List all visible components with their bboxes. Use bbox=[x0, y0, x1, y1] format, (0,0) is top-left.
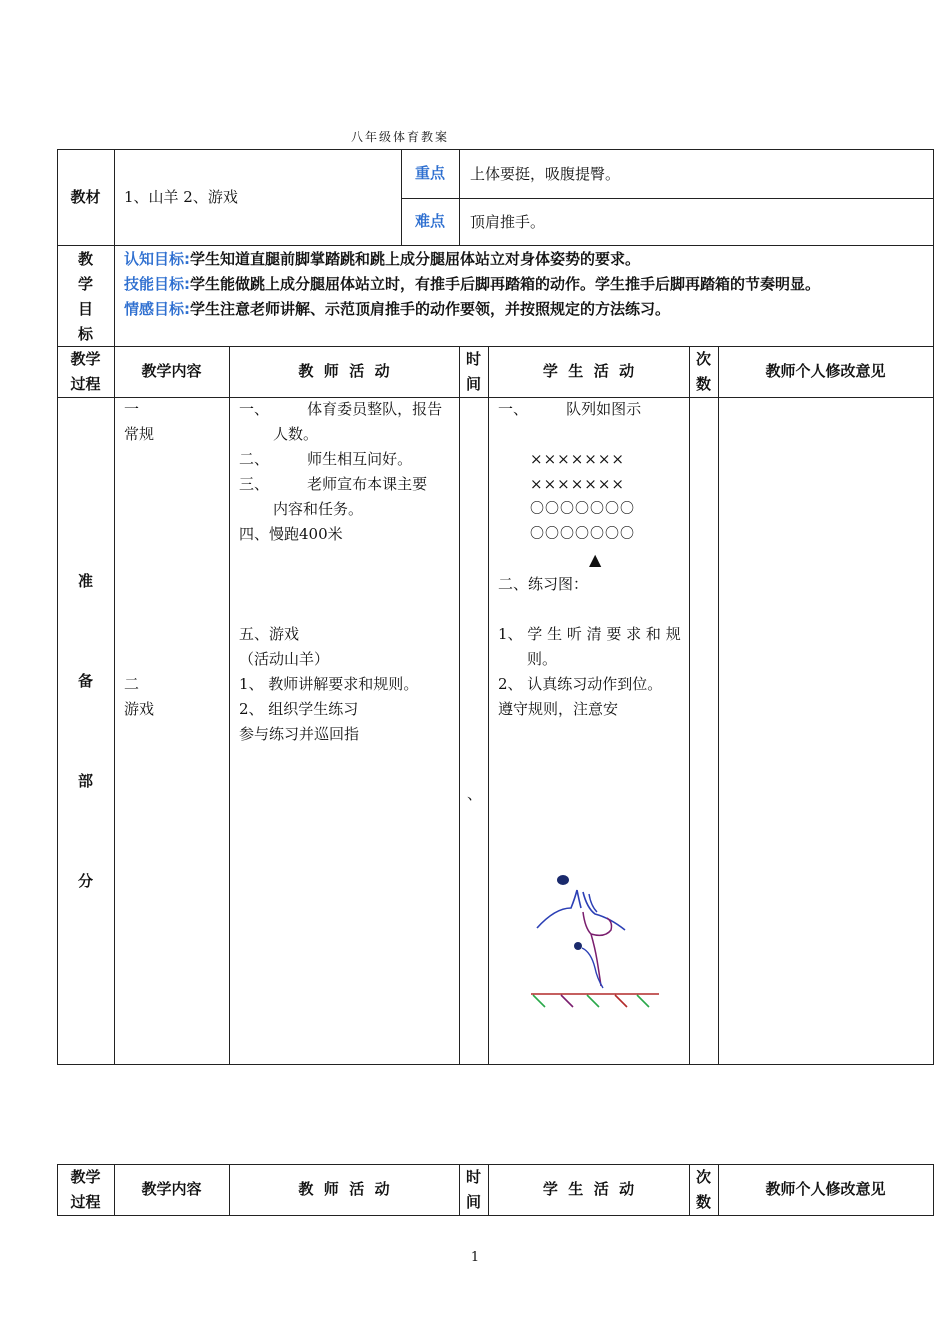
section-label-1: 准 bbox=[77, 572, 93, 590]
goal-emotion-text: 学生注意老师讲解、示范顶肩推手的动作要领，并按照规定的方法练习。 bbox=[190, 300, 671, 318]
col-process: 教学 过程 bbox=[70, 1168, 101, 1211]
student-line: 2、 认真练习动作到位。 bbox=[498, 675, 663, 693]
teacher-line: 四、慢跑400米 bbox=[239, 525, 343, 543]
goal-emotion bbox=[124, 297, 670, 322]
key-point-label: 重点 bbox=[414, 164, 445, 182]
student-line: 一、 队列如图示 bbox=[498, 400, 642, 418]
student-line: 1、 学 生 听 清 要 求 和 规 bbox=[498, 625, 681, 643]
col-content: 教学内容 bbox=[141, 362, 202, 380]
col-teacher: 教 师 活 动 bbox=[298, 1180, 390, 1198]
col-notes: 教师个人修改意见 bbox=[765, 362, 886, 380]
goals-label: 教 学 目 标 bbox=[77, 250, 93, 343]
student-line: 二、练习图： bbox=[498, 575, 589, 593]
teacher-line: 三、 老师宣布本课主要 bbox=[239, 475, 428, 493]
formation-row: ××××××× bbox=[530, 475, 625, 493]
section-label-4: 分 bbox=[77, 872, 93, 890]
formation-row: 〇〇〇〇〇〇〇 bbox=[530, 501, 635, 517]
col-count: 次 数 bbox=[695, 1168, 711, 1211]
col-student: 学 生 活 动 bbox=[542, 1180, 635, 1198]
content-item-number: 一 bbox=[124, 400, 140, 418]
goal-skill bbox=[124, 272, 820, 297]
teacher-line: 二、 师生相互问好。 bbox=[239, 450, 413, 468]
time-mark: 、 bbox=[467, 785, 483, 803]
col-student: 学 生 活 动 bbox=[542, 362, 635, 380]
teacher-line: （活动山羊） bbox=[239, 650, 330, 668]
difficulty-label: 难点 bbox=[414, 212, 445, 230]
teacher-position-marker: ▲ bbox=[589, 550, 602, 569]
key-point-value: 上体要挺，吸腹提臀。 bbox=[470, 165, 621, 183]
formation-row: 〇〇〇〇〇〇〇 bbox=[530, 526, 635, 542]
col-time: 时 间 bbox=[465, 350, 481, 393]
goal-cognitive bbox=[124, 247, 640, 272]
col-teacher: 教 师 活 动 bbox=[298, 362, 390, 380]
content-item-text: 游戏 bbox=[124, 700, 155, 718]
col-content: 教学内容 bbox=[141, 1180, 202, 1198]
formation-row: ××××××× bbox=[530, 450, 625, 468]
teacher-line: 2、 组织学生练习 bbox=[239, 700, 359, 718]
content-item-text: 常规 bbox=[124, 425, 155, 443]
goal-cognitive-text: 学生知道直腿前脚掌踏跳和跳上成分腿屈体站立对身体姿势的要求。 bbox=[190, 250, 641, 268]
difficulty-value: 顶肩推手。 bbox=[470, 213, 546, 231]
col-time: 时 间 bbox=[465, 1168, 481, 1211]
teacher-line: 1、 教师讲解要求和规则。 bbox=[239, 675, 419, 693]
student-line: 则。 bbox=[527, 650, 558, 668]
col-notes: 教师个人修改意见 bbox=[765, 1180, 886, 1198]
content-item-number: 二 bbox=[124, 675, 140, 693]
page-title: 八年级体育教案 bbox=[350, 130, 449, 144]
teacher-line: 五、游戏 bbox=[239, 625, 300, 643]
goal-skill-text: 学生能做跳上成分腿屈体站立时，有推手后脚再踏箱的动作。学生推手后脚再踏箱的节奏明显。 bbox=[190, 275, 821, 293]
section-label-3: 部 bbox=[77, 772, 93, 790]
teacher-line: 内容和任务。 bbox=[273, 500, 364, 518]
goal-skill-label: 技能目标: bbox=[124, 275, 190, 293]
page-number: 1 bbox=[470, 1250, 480, 1265]
material-label: 教材 bbox=[70, 188, 101, 206]
teacher-line: 人数。 bbox=[273, 425, 319, 443]
material-value: 1、山羊 2、游戏 bbox=[124, 188, 238, 206]
teacher-line: 一、 体育委员整队，报告 bbox=[239, 400, 443, 418]
goal-cognitive-label: 认知目标: bbox=[124, 250, 190, 268]
student-line: 遵守规则，注意安 bbox=[498, 700, 619, 718]
teacher-line: 参与练习并巡回指 bbox=[239, 725, 360, 743]
vault-illustration bbox=[525, 868, 670, 1010]
section-label-2: 备 bbox=[77, 672, 93, 690]
col-count: 次 数 bbox=[695, 350, 711, 393]
goal-emotion-label: 情感目标: bbox=[124, 300, 190, 318]
col-process: 教学 过程 bbox=[70, 350, 101, 393]
